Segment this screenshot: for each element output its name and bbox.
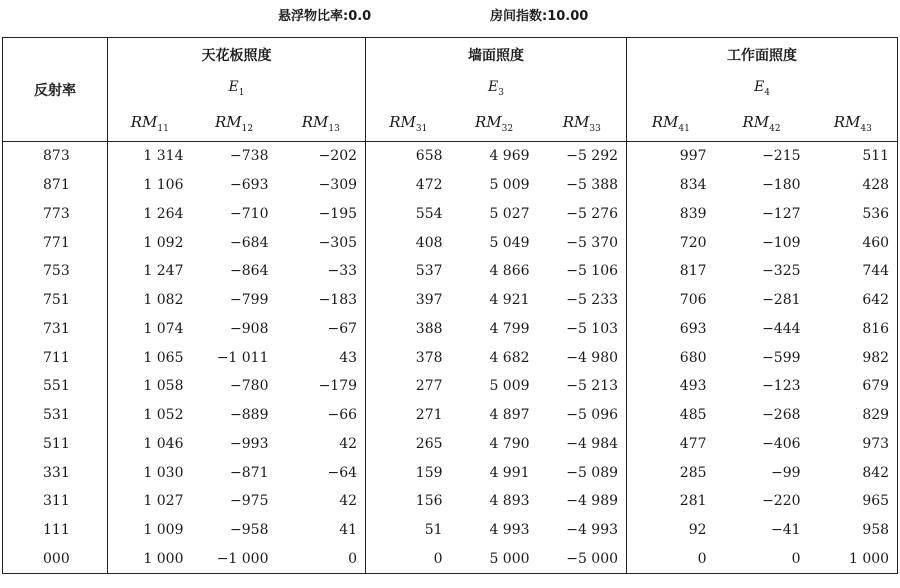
value-cell: −127 xyxy=(762,205,801,222)
value-cell: −5 276 xyxy=(566,205,619,222)
value-cell: −220 xyxy=(762,493,801,510)
value-cell: 1 058 xyxy=(108,372,192,401)
value-cell: −5 103 xyxy=(566,320,619,337)
reflectance-cell: 773 xyxy=(43,205,70,222)
reflectance-cell: 711 xyxy=(43,349,70,366)
value-cell: 4 897 xyxy=(489,407,530,424)
value-cell: 997 xyxy=(627,142,715,171)
value-cell: 428 xyxy=(862,177,890,194)
room-index-label: 房间指数:10.00 xyxy=(490,9,589,24)
table-row xyxy=(3,200,898,229)
value-cell: −958 xyxy=(230,522,269,539)
value-cell: −5 292 xyxy=(566,148,619,165)
value-cell: 0 xyxy=(348,550,358,567)
group-symbol-wall: $E_3$ xyxy=(366,72,627,105)
value-cell: 397 xyxy=(366,286,451,315)
value-cell: 477 xyxy=(627,430,715,459)
table-row xyxy=(3,171,898,200)
column-header-rm12: $RM_{12}$ xyxy=(192,105,277,142)
reflectance-cell: 871 xyxy=(43,177,70,194)
value-cell: 680 xyxy=(627,343,715,372)
value-cell: −123 xyxy=(762,378,801,395)
table-row xyxy=(3,372,898,401)
table-row xyxy=(3,458,898,487)
value-cell: −4 993 xyxy=(566,522,619,539)
reflectance-header: 反射率 xyxy=(3,38,108,142)
value-cell: −309 xyxy=(318,177,358,194)
column-header-rm41: $RM_{41}$ xyxy=(627,105,715,142)
value-cell: 4 893 xyxy=(489,493,530,510)
reflectance-cell: 873 xyxy=(43,148,70,165)
value-cell: −5 000 xyxy=(566,550,619,567)
value-cell: −993 xyxy=(230,435,269,452)
value-cell: 817 xyxy=(627,257,715,286)
value-cell: 4 866 xyxy=(489,263,530,280)
reflectance-cell: 531 xyxy=(43,407,70,424)
value-cell: 4 682 xyxy=(489,349,530,366)
value-cell: 5 049 xyxy=(489,234,530,251)
column-header-rm31: $RM_{31}$ xyxy=(366,105,451,142)
value-cell: 41 xyxy=(339,522,358,539)
value-cell: −33 xyxy=(327,263,358,280)
value-cell: 658 xyxy=(366,142,451,171)
value-cell: −180 xyxy=(762,177,801,194)
table-row xyxy=(3,142,898,171)
value-cell: 281 xyxy=(627,487,715,516)
value-cell: 958 xyxy=(862,522,890,539)
value-cell: 1 264 xyxy=(108,200,192,229)
reflectance-cell: 751 xyxy=(43,292,70,309)
group-title-wall: 墙面照度 xyxy=(366,38,627,73)
group-title-workplane: 工作面照度 xyxy=(627,38,898,73)
value-cell: 1 247 xyxy=(108,257,192,286)
value-cell: −1 000 xyxy=(216,550,269,567)
value-cell: 378 xyxy=(366,343,451,372)
value-cell: 493 xyxy=(627,372,715,401)
value-cell: 642 xyxy=(862,292,890,309)
value-cell: −4 989 xyxy=(566,493,619,510)
value-cell: −5 089 xyxy=(566,464,619,481)
group-title-ceiling: 天花板照度 xyxy=(108,38,366,73)
value-cell: 1 046 xyxy=(108,430,192,459)
value-cell: 720 xyxy=(627,228,715,257)
value-cell: 1 000 xyxy=(848,550,890,567)
value-cell: −889 xyxy=(230,407,269,424)
reflectance-cell: 753 xyxy=(43,263,70,280)
value-cell: −4 984 xyxy=(566,435,619,452)
value-cell: 408 xyxy=(366,228,451,257)
value-cell: 1 027 xyxy=(108,487,192,516)
value-cell: 679 xyxy=(862,378,890,395)
value-cell: −780 xyxy=(230,378,269,395)
table-row xyxy=(3,545,898,574)
value-cell: 973 xyxy=(862,435,890,452)
value-cell: 5 000 xyxy=(489,550,530,567)
value-cell: 4 969 xyxy=(489,148,530,165)
reflectance-cell: 331 xyxy=(43,464,70,481)
value-cell: −281 xyxy=(762,292,801,309)
value-cell: −64 xyxy=(327,464,358,481)
value-cell: 472 xyxy=(366,171,451,200)
column-header-rm33: $RM_{33}$ xyxy=(538,105,627,142)
value-cell: −908 xyxy=(230,320,269,337)
table-row xyxy=(3,430,898,459)
value-cell: −5 213 xyxy=(566,378,619,395)
table-row xyxy=(3,257,898,286)
value-cell: 0 xyxy=(791,550,801,567)
value-cell: 693 xyxy=(627,315,715,344)
value-cell: −406 xyxy=(762,435,801,452)
value-cell: −799 xyxy=(230,292,269,309)
value-cell: 1 106 xyxy=(108,171,192,200)
value-cell: 4 991 xyxy=(489,464,530,481)
table-row xyxy=(3,516,898,545)
value-cell: −325 xyxy=(762,263,801,280)
value-cell: −710 xyxy=(230,205,269,222)
value-cell: −66 xyxy=(327,407,358,424)
value-cell: −215 xyxy=(762,148,801,165)
value-cell: −67 xyxy=(327,320,358,337)
value-cell: 4 790 xyxy=(489,435,530,452)
group-symbol-workplane: $E_4$ xyxy=(627,72,898,105)
value-cell: 1 052 xyxy=(108,401,192,430)
value-cell: −5 106 xyxy=(566,263,619,280)
reflectance-table xyxy=(2,37,898,574)
value-cell: 5 009 xyxy=(489,378,530,395)
value-cell: 834 xyxy=(627,171,715,200)
value-cell: 965 xyxy=(862,493,890,510)
table-row xyxy=(3,487,898,516)
value-cell: 156 xyxy=(366,487,451,516)
reflectance-cell: 731 xyxy=(43,320,70,337)
value-cell: −268 xyxy=(762,407,801,424)
value-cell: 485 xyxy=(627,401,715,430)
value-cell: −684 xyxy=(230,234,269,251)
value-cell: 43 xyxy=(339,349,358,366)
value-cell: 829 xyxy=(862,407,890,424)
value-cell: 4 799 xyxy=(489,320,530,337)
value-cell: −5 233 xyxy=(566,292,619,309)
value-cell: 277 xyxy=(366,372,451,401)
value-cell: 842 xyxy=(862,464,890,481)
reflectance-cell: 551 xyxy=(43,378,70,395)
value-cell: 554 xyxy=(366,200,451,229)
value-cell: −738 xyxy=(230,148,269,165)
value-cell: 816 xyxy=(862,320,890,337)
value-cell: 1 030 xyxy=(108,458,192,487)
value-cell: 159 xyxy=(366,458,451,487)
value-cell: −975 xyxy=(230,493,269,510)
value-cell: −4 980 xyxy=(566,349,619,366)
column-header-rm32: $RM_{32}$ xyxy=(451,105,538,142)
value-cell: 1 314 xyxy=(108,142,192,171)
value-cell: 285 xyxy=(627,458,715,487)
value-cell: −109 xyxy=(762,234,801,251)
value-cell: 744 xyxy=(862,263,890,280)
value-cell: −305 xyxy=(318,234,358,251)
value-cell: 42 xyxy=(339,493,358,510)
value-cell: 1 065 xyxy=(108,343,192,372)
value-cell: −5 388 xyxy=(566,177,619,194)
reflectance-cell: 511 xyxy=(43,435,70,452)
value-cell: 1 092 xyxy=(108,228,192,257)
value-cell: 536 xyxy=(862,205,890,222)
value-cell: 92 xyxy=(627,516,715,545)
value-cell: 51 xyxy=(366,516,451,545)
column-header-rm13: $RM_{13}$ xyxy=(277,105,366,142)
value-cell: 1 000 xyxy=(108,545,192,574)
value-cell: 460 xyxy=(862,234,890,251)
value-cell: −99 xyxy=(770,464,801,481)
table-row xyxy=(3,228,898,257)
value-cell: −1 011 xyxy=(216,349,269,366)
value-cell: 511 xyxy=(862,148,890,165)
value-cell: 1 082 xyxy=(108,286,192,315)
value-cell: 0 xyxy=(366,545,451,574)
value-cell: −179 xyxy=(318,378,358,395)
column-header-rm42: $RM_{42}$ xyxy=(715,105,809,142)
table-row xyxy=(3,401,898,430)
value-cell: 4 993 xyxy=(489,522,530,539)
value-cell: −864 xyxy=(230,263,269,280)
value-cell: −444 xyxy=(762,320,801,337)
value-cell: 5 009 xyxy=(489,177,530,194)
value-cell: −599 xyxy=(762,349,801,366)
value-cell: 0 xyxy=(627,545,715,574)
column-header-rm11: $RM_{11}$ xyxy=(108,105,192,142)
group-symbol-ceiling: $E_1$ xyxy=(108,72,366,105)
page-header xyxy=(0,5,900,27)
value-cell: −871 xyxy=(230,464,269,481)
value-cell: 537 xyxy=(366,257,451,286)
value-cell: 388 xyxy=(366,315,451,344)
value-cell: 982 xyxy=(862,349,890,366)
reflectance-cell: 311 xyxy=(43,493,70,510)
reflectance-cell: 000 xyxy=(43,550,70,567)
table-row xyxy=(3,315,898,344)
value-cell: −693 xyxy=(230,177,269,194)
table-row xyxy=(3,343,898,372)
value-cell: −5 370 xyxy=(566,234,619,251)
value-cell: 5 027 xyxy=(489,205,530,222)
value-cell: −195 xyxy=(318,205,358,222)
column-header-rm43: $RM_{43}$ xyxy=(809,105,898,142)
value-cell: −202 xyxy=(318,148,358,165)
value-cell: 1 009 xyxy=(108,516,192,545)
value-cell: 265 xyxy=(366,430,451,459)
value-cell: 4 921 xyxy=(489,292,530,309)
reflectance-cell: 111 xyxy=(43,522,70,539)
value-cell: −183 xyxy=(318,292,358,309)
value-cell: −41 xyxy=(770,522,801,539)
suspended-ratio-label: 悬浮物比率:0.0 xyxy=(278,9,372,24)
value-cell: 839 xyxy=(627,200,715,229)
reflectance-cell: 771 xyxy=(43,234,70,251)
value-cell: 1 074 xyxy=(108,315,192,344)
value-cell: 271 xyxy=(366,401,451,430)
table-row xyxy=(3,286,898,315)
value-cell: 42 xyxy=(339,435,358,452)
value-cell: −5 096 xyxy=(566,407,619,424)
value-cell: 706 xyxy=(627,286,715,315)
